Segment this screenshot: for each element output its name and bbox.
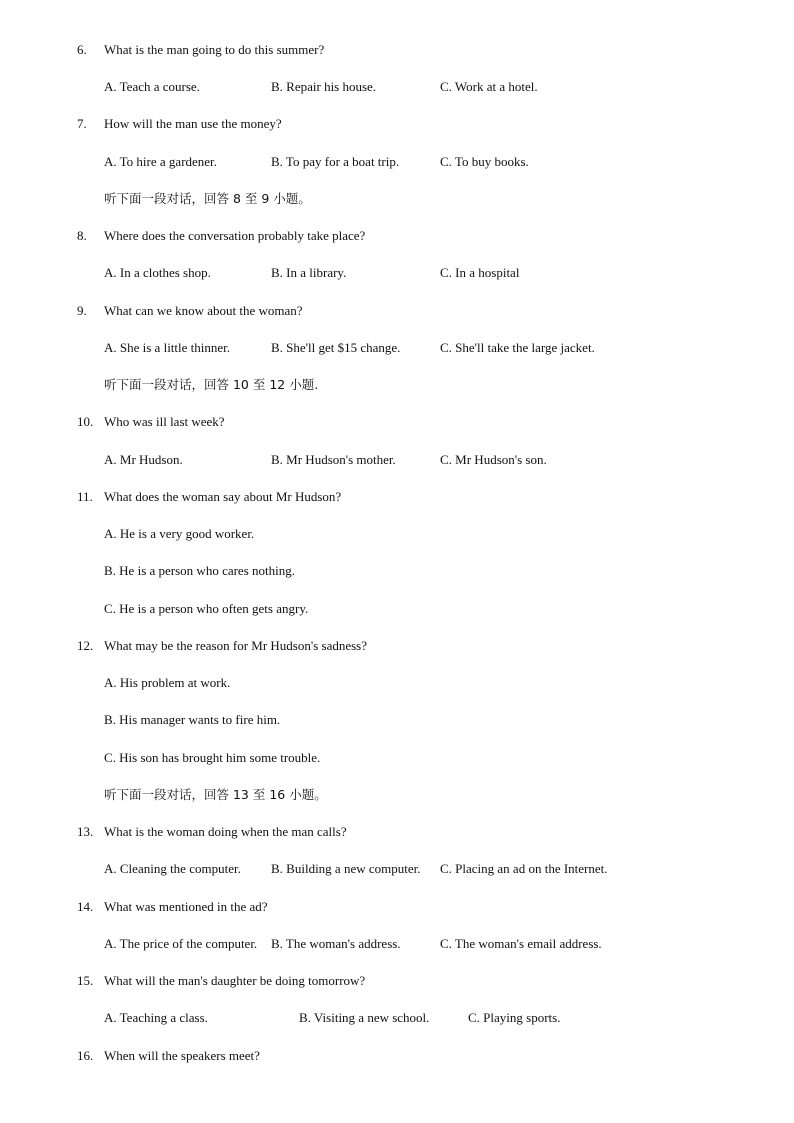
option-a: A. Teach a course. [104, 79, 200, 94]
option-b: B. He is a person who cares nothing. [104, 563, 295, 578]
question-number: 13. [77, 824, 94, 839]
option-a: A. To hire a gardener. [104, 154, 217, 169]
option-a: A. In a clothes shop. [104, 265, 211, 280]
option-b: B. His manager wants to fire him. [104, 712, 281, 727]
option-c: C. He is a person who often gets angry. [104, 601, 309, 616]
question-number: 10. [77, 414, 94, 429]
option-a: A. She is a little thinner. [104, 340, 231, 355]
question-text: What does the woman say about Mr Hudson? [104, 489, 342, 504]
option-b: B. The woman's address. [271, 936, 401, 951]
question-text: What can we know about the woman? [104, 303, 303, 318]
section-instruction: 听下面一段对话，回答 8 至 9 小题。 [104, 191, 311, 206]
option-c: C. She'll take the large jacket. [440, 340, 595, 355]
section-instruction: 听下面一段对话，回答 10 至 12 小题. [104, 377, 319, 392]
question-number: 16. [77, 1048, 94, 1063]
question-number: 12. [77, 638, 94, 653]
option-c: C. Playing sports. [468, 1010, 561, 1025]
question-number: 11. [77, 489, 93, 504]
option-a: A. Teaching a class. [104, 1010, 208, 1025]
option-c: C. Mr Hudson's son. [440, 452, 547, 467]
question-text: What is the woman doing when the man calls? [104, 824, 347, 839]
option-b: B. Repair his house. [271, 79, 377, 94]
question-number: 9. [77, 303, 87, 318]
option-b: B. To pay for a boat trip. [271, 154, 400, 169]
option-c: C. Placing an ad on the Internet. [440, 861, 608, 876]
option-c: C. To buy books. [440, 154, 529, 169]
question-text: When will the speakers meet? [104, 1048, 260, 1063]
question-text: What may be the reason for Mr Hudson's sadness? [104, 638, 367, 653]
option-b: B. In a library. [271, 265, 347, 280]
question-number: 14. [77, 899, 94, 914]
option-a: A. The price of the computer. [104, 936, 258, 951]
question-text: What will the man's daughter be doing tomorrow? [104, 973, 366, 988]
question-text: What was mentioned in the ad? [104, 899, 268, 914]
option-b: B. She'll get $15 change. [271, 340, 401, 355]
question-number: 6. [77, 42, 87, 57]
option-b: B. Mr Hudson's mother. [271, 452, 396, 467]
option-a: A. He is a very good worker. [104, 526, 255, 541]
section-instruction: 听下面一段对话，回答 13 至 16 小题。 [104, 787, 327, 802]
question-number: 7. [77, 116, 87, 131]
question-number: 15. [77, 973, 94, 988]
question-number: 8. [77, 228, 87, 243]
option-a: A. Mr Hudson. [104, 452, 183, 467]
question-text: Where does the conversation probably take place? [104, 228, 366, 243]
option-a: A. His problem at work. [104, 675, 231, 690]
option-c: C. Work at a hotel. [440, 79, 538, 94]
option-c: C. His son has brought him some trouble. [104, 750, 321, 765]
option-a: A. Cleaning the computer. [104, 861, 241, 876]
option-b: B. Visiting a new school. [299, 1010, 430, 1025]
option-c: C. The woman's email address. [440, 936, 602, 951]
option-b: B. Building a new computer. [271, 861, 421, 876]
question-text: How will the man use the money? [104, 116, 282, 131]
question-text: Who was ill last week? [104, 414, 225, 429]
question-text: What is the man going to do this summer? [104, 42, 325, 57]
option-c: C. In a hospital [440, 265, 520, 280]
